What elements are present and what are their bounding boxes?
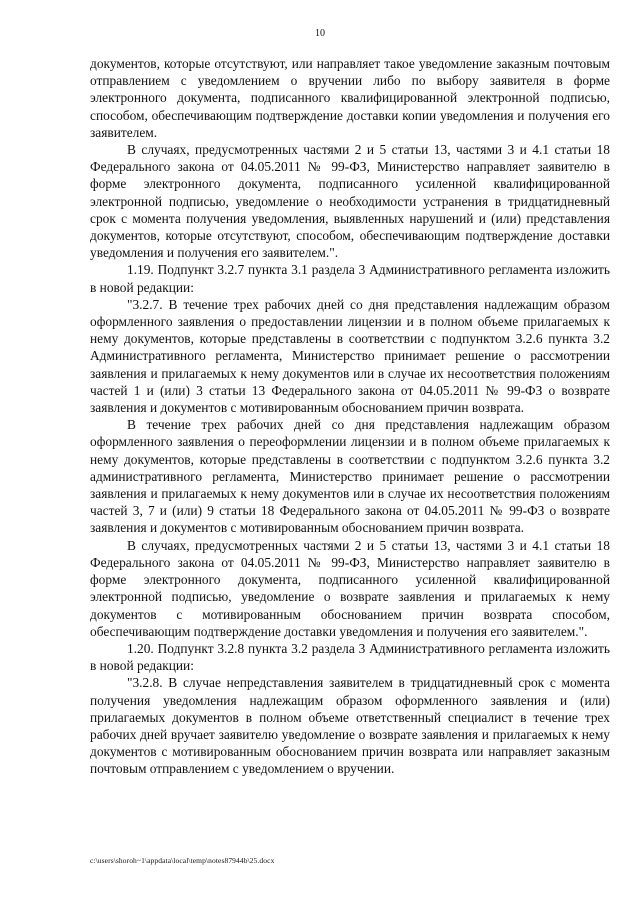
- page-number: 10: [315, 28, 325, 39]
- paragraph-subclause-3-2-7: "3.2.7. В течение трех рабочих дней со дня представления надлежащим образом оформленного заявления о предоставлении лицензии и в полном объеме прилагаемых к нему документов, которые представлены в соответствии с подпунктом 3.2.6 пункта 3.2 Административного регламента, Министерство принимает решение о рассмотрении заявления и прилагаемых к нему документов или в случае их несоответствия положениям частей 1 и (или) 3 статьи 13 Федерального закона от 04.05.2011 № 99-ФЗ о возврате заявления и документов с мотивированным обоснованием причин возврата.: [90, 296, 610, 416]
- paragraph-amendment-1-19: 1.19. Подпункт 3.2.7 пункта 3.1 раздела 3 Административного регламента изложить в новой редакции:: [90, 262, 610, 295]
- paragraph-return-notification: В случаях, предусмотренных частями 2 и 5 статьи 13, частями 3 и 4.1 статьи 18 Федерального закона от 04.05.2011 № 99-ФЗ, Министерство направляет заявителю в форме электронного документа, подписанного усиленной квалифицированной электронной подписью, уведомление о возврате заявления и прилагаемых к нему документов с мотивированным обоснованием причин возврата способом, обеспечивающим подтверждение доставки уведомления и получения его заявителем.".: [90, 537, 610, 639]
- paragraph-subclause-3-2-8: "3.2.8. В случае непредставления заявителем в тридцатидневный срок с момента получения уведомления надлежащим образом оформленного заявления и (или) прилагаемых документов в полном объеме ответственный специалист в течение трех рабочих дней вручает заявителю уведомление о возврате заявления и прилагаемых к нему документов с мотивированным обоснованием причин возврата или направляет заказным почтовым отправлением с уведомлением о вручении.: [90, 675, 610, 777]
- file-path-footer: c:\users\shoroh~1\appdata\local\temp\notes87944b\25.docx: [90, 856, 275, 865]
- document-body: [90, 55, 610, 778]
- paragraph-notification-cases: В случаях, предусмотренных частями 2 и 5 статьи 13, частями 3 и 4.1 статьи 18 Федерального закона от 04.05.2011 № 99-ФЗ, Министерство направляет заявителю в форме электронного документа, подписанного усиленной квалифицированной электронной подписью, уведомление о необходимости устранения в тридцатидневный срок с момента получения уведомления, выявленных нарушений и (или) представления документов, которые отсутствуют, способом, обеспечивающим подтверждение доставки уведомления и получения его заявителем.".: [90, 142, 610, 261]
- paragraph-amendment-1-20: 1.20. Подпункт 3.2.8 пункта 3.2 раздела 3 Административного регламента изложить в новой редакции:: [90, 640, 610, 674]
- paragraph-reissue-license: В течение трех рабочих дней со дня представления надлежащим образом оформленного заявления о переоформлении лицензии и в полном объеме прилагаемых к нему документов, которые представлены в соответствии с подпунктом 3.2.6 пункта 3.2 административного регламента, Министерство принимает решение о рассмотрении заявления и прилагаемых к нему документов или в случае их несоответствия положениям частей 3, 7 и (или) 9 статьи 18 Федерального закона от 04.05.2011 № 99-ФЗ о возврате заявления и документов с мотивированным обоснованием причин возврата.: [90, 417, 610, 536]
- paragraph-continuation: документов, которые отсутствуют, или направляет такое уведомление заказным почтовым отправлением с уведомлением о вручении либо по выбору заявителя в форме электронного документа, подписанного квалифицированной электронной подписью, способом, обеспечивающим подтверждение доставки копии уведомления и получения его заявителем.: [90, 56, 610, 140]
